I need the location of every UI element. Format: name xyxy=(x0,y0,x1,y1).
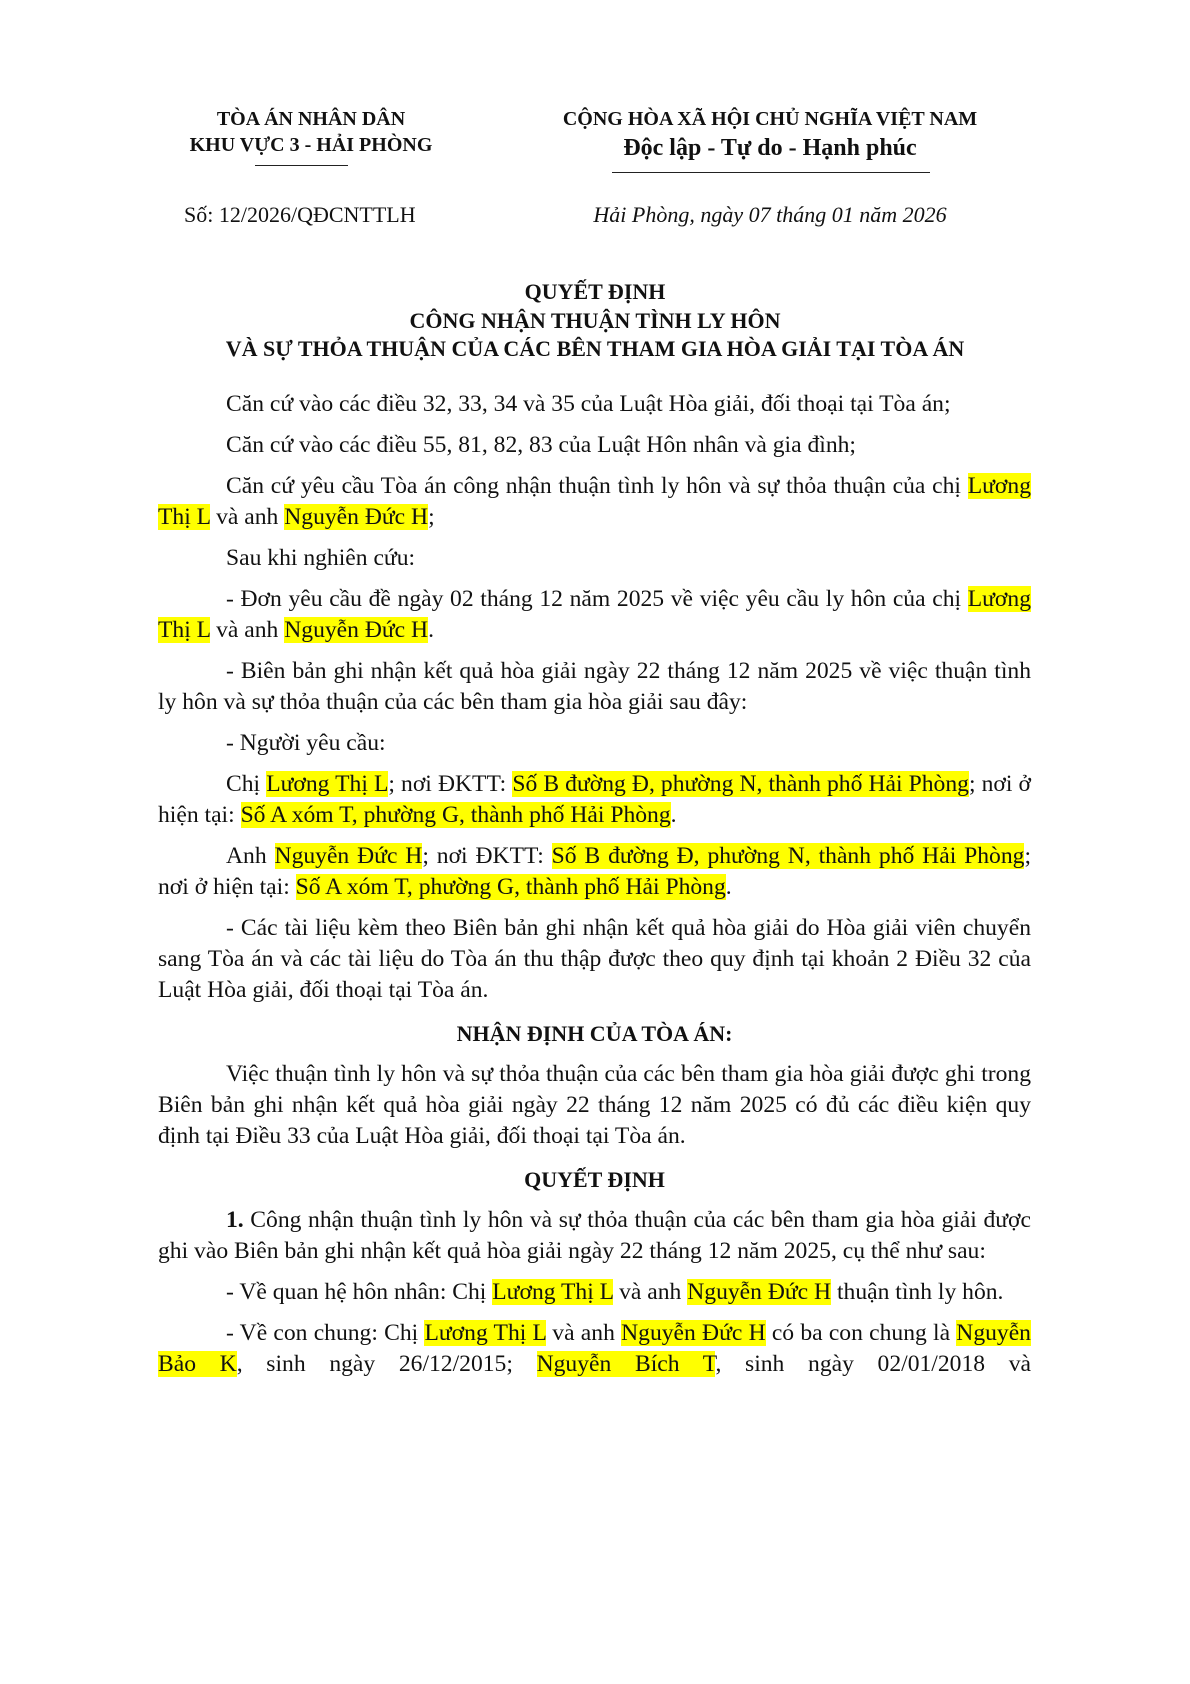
paragraph xyxy=(158,728,1031,759)
court-name-line1: TÒA ÁN NHÂN DÂN xyxy=(216,108,406,130)
text: và anh xyxy=(210,504,285,530)
text: Chị xyxy=(226,771,267,797)
text: ; nơi ĐKTT: xyxy=(422,843,552,869)
paragraph xyxy=(158,584,1031,646)
court-name-line2: KHU VỰC 3 - HẢI PHÒNG xyxy=(189,134,433,156)
paragraph xyxy=(158,841,1031,903)
title-line2: CÔNG NHẬN THUẬN TÌNH LY HÔN xyxy=(409,307,781,333)
text: và anh xyxy=(613,1279,688,1305)
title-line3: VÀ SỰ THỎA THUẬN CỦA CÁC BÊN THAM GIA HÒA GIẢI TẠI TÒA ÁN xyxy=(225,336,965,361)
highlighted-text: Số B đường Đ, phường N, thành phố Hải Phòng xyxy=(551,843,1025,869)
title-line1: QUYẾT ĐỊNH xyxy=(524,279,666,304)
paragraph xyxy=(158,769,1031,831)
text: , sinh ngày 02/01/2018 và xyxy=(715,1351,1031,1377)
document-body xyxy=(158,389,1031,1390)
highlighted-text: Nguyễn Đức H xyxy=(687,1279,832,1305)
paragraph xyxy=(158,1277,1031,1308)
highlighted-text: Lương Thị L xyxy=(158,586,1031,643)
text: và anh xyxy=(210,617,285,643)
text: Công nhận thuận tình ly hôn và sự thỏa thuận của các bên tham gia hòa giải được ghi vào Biên bản ghi nhận kết quả hòa giải ngày 22 tháng 12 năm 2025, cụ thể như sau: xyxy=(158,1207,1031,1264)
text: có ba con chung là xyxy=(765,1320,957,1346)
text: - Người yêu cầu: xyxy=(226,730,386,756)
highlighted-text: Nguyễn Đức H xyxy=(274,843,423,869)
national-header xyxy=(470,106,1070,164)
text: Sau khi nghiên cứu: xyxy=(226,545,416,571)
text: Anh xyxy=(226,843,275,869)
paragraph xyxy=(158,656,1031,718)
text: - Về con chung: Chị xyxy=(226,1320,425,1346)
highlighted-text: Nguyễn Đức H xyxy=(621,1320,766,1346)
paragraph xyxy=(158,1059,1031,1152)
nation-name: CỘNG HÒA XÃ HỘI CHỦ NGHĨA VIỆT NAM xyxy=(562,108,978,130)
text: - Các tài liệu kèm theo Biên bản ghi nhận kết quả hòa giải do Hòa giải viên chuyển sang Tòa án và các tài liệu do Tòa án thu thập được theo quy định tại khoản 2 Điều 32 của Luật Hòa giải, đối thoại tại Tòa án. xyxy=(158,915,1031,1003)
text: Căn cứ yêu cầu Tòa án công nhận thuận tình ly hôn và sự thỏa thuận của chị xyxy=(226,473,968,499)
text: ; nơi ở hiện tại: xyxy=(158,843,1032,900)
highlighted-text: Nguyễn Đức H xyxy=(284,504,429,530)
highlighted-text: Lương Thị L xyxy=(158,473,1031,530)
text: ; xyxy=(428,504,435,530)
text: Việc thuận tình ly hôn và sự thỏa thuận của các bên tham gia hòa giải được ghi trong Biên bản ghi nhận kết quả hòa giải ngày 22 tháng 12 năm 2025 có đủ các điều kiện quy định tại Điều 33 của Luật Hòa giải, đối thoại tại Tòa án. xyxy=(158,1061,1031,1149)
document-title xyxy=(0,278,1190,364)
paragraph xyxy=(158,430,1031,461)
court-divider xyxy=(255,165,348,166)
section-heading xyxy=(158,1164,1031,1195)
text: - Đơn yêu cầu đề ngày 02 tháng 12 năm 2025 về việc yêu cầu ly hôn của chị xyxy=(226,586,968,612)
highlighted-text: Lương Thị L xyxy=(266,771,389,797)
highlighted-text: Nguyễn Bích T xyxy=(536,1351,716,1377)
national-motto: Độc lập - Tự do - Hạnh phúc xyxy=(623,135,917,161)
text: QUYẾT ĐỊNH xyxy=(524,1167,665,1192)
item-number: 1. xyxy=(226,1207,244,1233)
highlighted-text: Lương Thị L xyxy=(492,1279,614,1305)
highlighted-text: Số B đường Đ, phường N, thành phố Hải Phòng xyxy=(512,771,969,797)
text: thuận tình ly hôn. xyxy=(831,1279,1004,1305)
motto-divider xyxy=(612,172,930,173)
section-heading xyxy=(158,1018,1031,1049)
paragraph xyxy=(158,389,1031,420)
text: - Biên bản ghi nhận kết quả hòa giải ngày 22 tháng 12 năm 2025 về việc thuận tình ly hôn và sự thỏa thuận của các bên tham gia hòa giải sau đây: xyxy=(158,658,1031,715)
text: . xyxy=(725,874,732,900)
text: Căn cứ vào các điều 32, 33, 34 và 35 của Luật Hòa giải, đối thoại tại Tòa án; xyxy=(226,391,951,417)
text: ; nơi ĐKTT: xyxy=(388,771,513,797)
text: ; nơi ở hiện tại: xyxy=(158,771,1031,828)
document-date: Hải Phòng, ngày 07 tháng 01 năm 2026 xyxy=(593,202,947,227)
document-number: Số: 12/2026/QĐCNTTLH xyxy=(184,202,416,227)
highlighted-text: Lương Thị L xyxy=(424,1320,547,1346)
text: . xyxy=(670,802,677,828)
paragraph xyxy=(158,913,1031,1006)
text: và anh xyxy=(546,1320,622,1346)
text: . xyxy=(428,617,434,643)
highlighted-text: Nguyễn Đức H xyxy=(284,617,429,643)
highlighted-text: Số A xóm T, phường G, thành phố Hải Phòng xyxy=(295,874,726,900)
paragraph xyxy=(158,471,1031,533)
text: Căn cứ vào các điều 55, 81, 82, 83 của Luật Hôn nhân và gia đình; xyxy=(226,432,856,458)
highlighted-text: Nguyễn Bảo K xyxy=(158,1320,1031,1377)
text: - Về quan hệ hôn nhân: Chị xyxy=(226,1279,493,1305)
paragraph xyxy=(158,1205,1031,1267)
highlighted-text: Số A xóm T, phường G, thành phố Hải Phòng xyxy=(240,802,671,828)
paragraph xyxy=(158,1318,1031,1380)
paragraph xyxy=(158,543,1031,574)
text: NHẬN ĐỊNH CỦA TÒA ÁN: xyxy=(456,1021,733,1046)
text: , sinh ngày 26/12/2015; xyxy=(236,1351,537,1377)
